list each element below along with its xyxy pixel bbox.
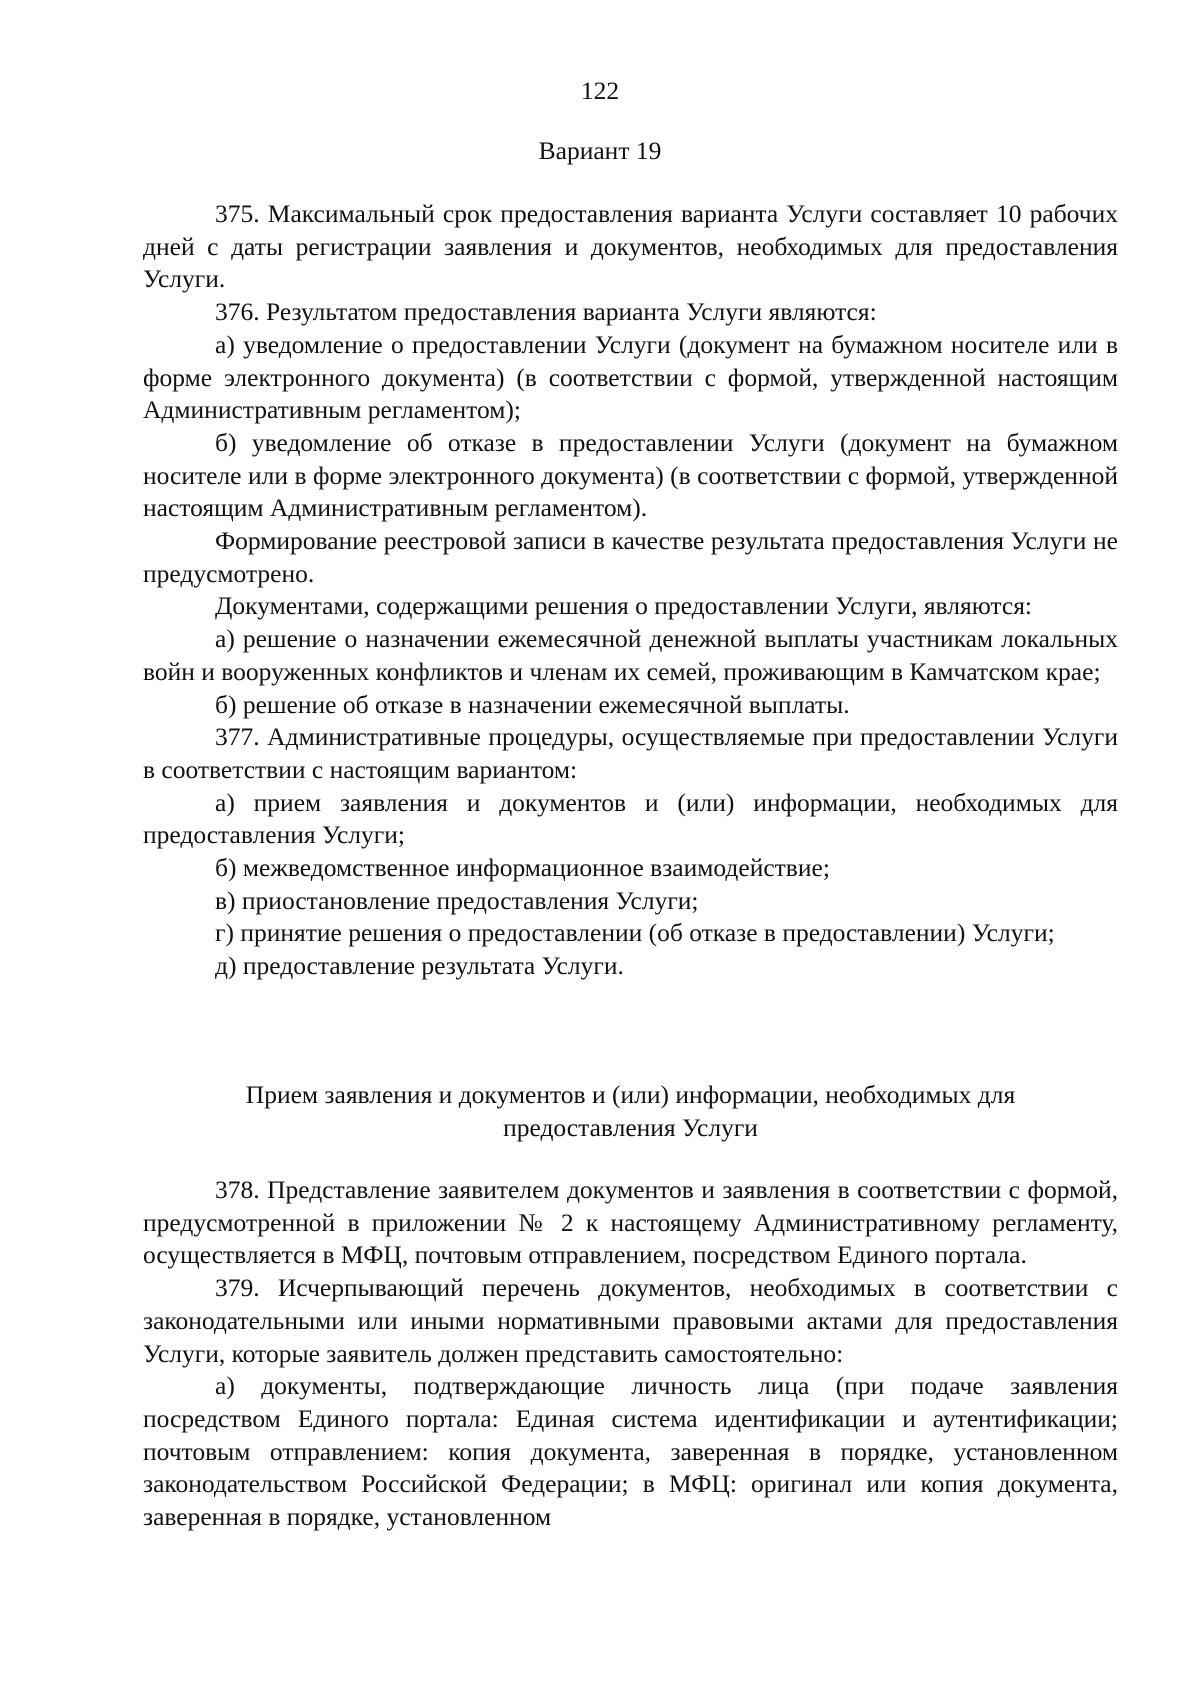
paragraph-376-a: а) уведомление о предоставлении Услуги (документ на бумажном носителе или в форме электронного документа) (в соответствии с формой, утвержденной настоящим Административным регламентом); bbox=[143, 329, 1118, 425]
paragraph-decision-documents: Документами, содержащими решения о предоставлении Услуги, являются: bbox=[215, 591, 1033, 621]
paragraph-377: 377. Административные процедуры, осуществляемые при предоставлении Услуги в соответствии с настоящим вариантом: bbox=[143, 722, 1118, 784]
paragraph-379: 379. Исчерпывающий перечень документов, необходимых в соответствии с законодательными или иными нормативными правовыми актами для предоставления Услуги, которые заявитель должен представить самостоятельно: bbox=[143, 1273, 1118, 1368]
paragraph-377-b: б) межведомственное информационное взаимодействие; bbox=[215, 853, 830, 883]
page-number: 122 bbox=[580, 76, 620, 105]
paragraph-registry-record: Формирование реестровой записи в качестве результата предоставления Услуги не предусмотрено. bbox=[143, 526, 1118, 588]
section-heading-line-1: Прием заявления и документов и (или) информации, необходимых для bbox=[245, 1080, 1016, 1109]
paragraph-decision-b: б) решение об отказе в назначении ежемесячной выплаты. bbox=[215, 689, 850, 719]
paragraph-377-v: в) приостановление предоставления Услуги; bbox=[215, 885, 699, 915]
variant-title: Вариант 19 bbox=[538, 136, 662, 165]
section-heading-line-2: предоставления Услуги bbox=[503, 1112, 758, 1142]
paragraph-379-a: а) документы, подтверждающие личность лица (при подаче заявления посредством Единого портала: Единая система идентификации и аутентификации; почтовым отправлением: копия документа, заверенная в порядке, установленном законодательством Российской Федерации; в МФЦ: оригинал или копия документа, заверенная в порядке, установленном bbox=[143, 1371, 1118, 1532]
paragraph-376-b: б) уведомление об отказе в предоставлении Услуги (документ на бумажном носителе или в форме электронного документа) (в соответствии с формой, утвержденной настоящим Административным регламентом). bbox=[143, 427, 1118, 523]
paragraph-377-g: г) принятие решения о предоставлении (об отказе в предоставлении) Услуги; bbox=[215, 918, 1055, 948]
paragraph-376: 376. Результатом предоставления варианта Услуги являются: bbox=[215, 297, 877, 327]
paragraph-375: 375. Максимальный срок предоставления варианта Услуги составляет 10 рабочих дней с даты регистрации заявления и документов, необходимых для предоставления Услуги. bbox=[143, 199, 1118, 294]
section-heading bbox=[143, 1079, 1118, 1144]
paragraph-378: 378. Представление заявителем документов и заявления в соответствии с формой, предусмотренной в приложении № 2 к настоящему Административному регламенту, осуществляется в МФЦ, почтовым отправлением, посредством Единого портала. bbox=[143, 1175, 1118, 1270]
paragraph-377-d: д) предоставление результата Услуги. bbox=[215, 951, 624, 981]
section-body-2 bbox=[143, 1174, 1118, 1534]
paragraph-decision-a: а) решение о назначении ежемесячной денежной выплаты участникам локальных войн и вооруженных конфликтов и членам их семей, проживающим в Камчатском крае; bbox=[143, 624, 1118, 686]
section-body-1 bbox=[143, 198, 1118, 983]
paragraph-377-a: а) прием заявления и документов и (или) информации, необходимых для предоставления Услуги; bbox=[143, 787, 1118, 850]
